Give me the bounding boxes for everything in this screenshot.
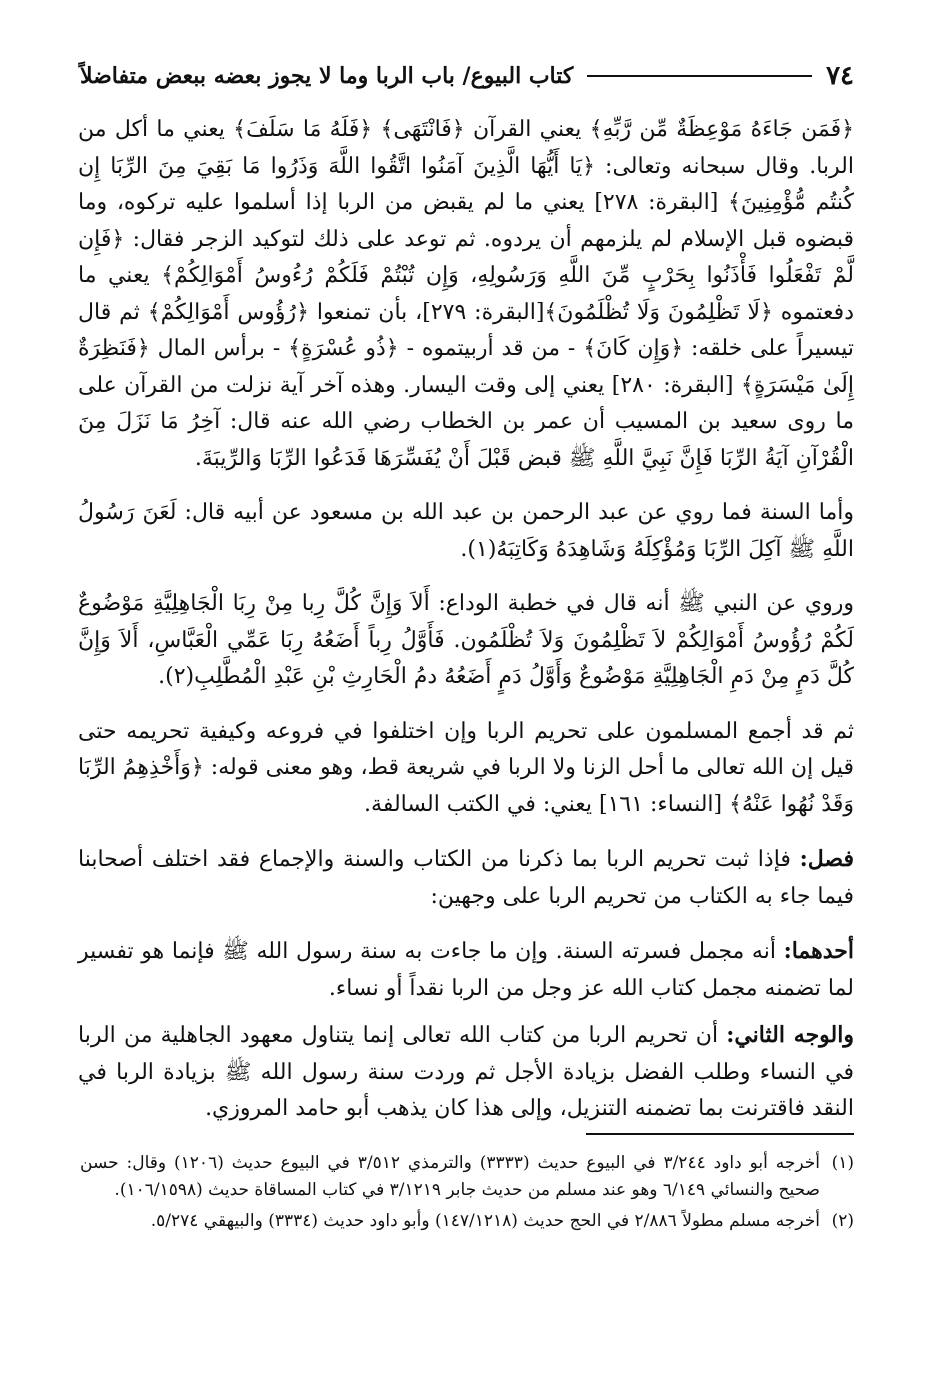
paragraph-sunnah [78,495,854,568]
paragraph-text: أنه مجمل فسرته السنة. وإن ما جاءت به سنة رسول الله ﷺ فإنما هو تفسير لما تضمنه مجمل كتاب الله عز وجل من الربا نقداً أو نساء. [78,939,854,1001]
paragraph-section [78,841,854,915]
footnote-1 [80,1150,854,1204]
footnote-number: (١) [831,1153,854,1173]
running-title: كتاب البيوع/ باب الربا وما لا يجوز بعضه ببعض متفاضلاً [80,63,574,89]
footnote-2 [80,1208,854,1235]
paragraph-text: وروي عن النبي ﷺ أنه قال في خطبة الوداع: أَلاَ وَإِنَّ كُلَّ رِبا مِنْ رِبَا الْجَاهِلِيَّةِ مَوْضُوعٌ لَكُمْ رُؤُوسُ أَمْوَالِكُمْ لاَ تَظْلِمُونَ وَلاَ تُظْلَمُون. فَأَوَّلُ رِباً أَضَعُهُ رِبَا عَمِّي الْعَبَّاسِ، أَلاَ وَإِنَّ كُلَّ دَمٍ مِنْ دَمِ الْجَاهِلِيَّةِ مَوْضُوعٌ وَأَوَّلُ دَمٍ أَضَعُهُ دمُ الْحَارِثِ بْنِ عَبْدِ الْمُطَّلِبِ(٢). [78,591,854,689]
running-header [80,58,854,94]
paragraph-text: فإذا ثبت تحريم الربا بما ذكرنا من الكتاب والسنة والإجماع فقد اختلف أصحابنا فيما جاء به الكتاب من تحريم الربا على وجهين: [78,847,854,909]
footnote-text: أخرجه مسلم مطولاً ٢/٨٨٦ في الحج حديث (١٤٧/١٢١٨) وأبو داود حديث (٣٣٣٤) والبيهقي ٥/٢٧٤. [150,1211,820,1231]
paragraph-second-view [78,1017,854,1128]
paragraph-lead: فصل: [799,846,854,872]
header-rule [587,75,812,77]
footnote-rule [586,1133,854,1135]
paragraph-text: ﴿فَمَن جَاءَهُ مَوْعِظَةٌ مِّن رَّبِّهِ﴾ يعني القرآن ﴿فَانْتَهَى﴾ ﴿فَلَهُ مَا سَلَفَ﴾ يعني ما أكل من الربا. وقال سبحانه وتعالى: ﴿يَا أَيُّهَا الَّذِينَ آمَنُوا اتَّقُوا اللَّهَ وَذَرُوا مَا بَقِيَ مِنَ الرِّبَا إِن كُنتُم مُّؤْمِنِينَ﴾ [البقرة: ٢٧٨] يعني ما لم يقبض من الربا إذا أسلموا عليه تركوه، وما قبضوه قبل الإسلام لم يلزمهم أن يردوه. ثم توعد على ذلك لتوكيد الزجر فقال: ﴿فَإِن لَّمْ تَفْعَلُوا فَأْذَنُوا بِحَرْبٍ مِّنَ اللَّهِ وَرَسُولِهِ، وَإِن تُبْتُمْ فَلَكُمْ رُءُوسُ أَمْوَالِكُمْ﴾ يعني ما دفعتموه ﴿لَا تَظْلِمُونَ وَلَا تُظْلَمُونَ﴾[البقرة: ٢٧٩]، بأن تمنعوا ﴿رُؤُوس أَمْوَالِكُمْ﴾ ثم قال تيسيراً على خلقه: ﴿وَإِن كَانَ﴾ - من قد أربيتموه - ﴿ذُو عُسْرَةٍ﴾ - برأس المال ﴿فَنَظِرَةٌ إِلَىٰ مَيْسَرَةٍ﴾ [البقرة: ٢٨٠] يعني إلى وقت اليسار. وهذه آخر آية نزلت من القرآن على ما روى سعيد بن المسيب أن عمر بن الخطاب رضي الله عنه قال: آخِرُ مَا نَزَلَ مِنَ الْقُرْآنِ آيَةُ الرِّبَا فَإِنَّ نَبِيَّ اللَّهِ ﷺ قبض قَبْلَ أَنْ يُفَسِّرَهَا فَدَعُوا الرِّبَا وَالرِّيبَةَ. [78,117,854,471]
paragraph-lead: والوجه الثاني: [726,1022,854,1048]
footnote-text: أخرجه أبو داود ٣/٢٤٤ في البيوع حديث (٣٣٣٣) والترمذي ٣/٥١٢ في البيوع حديث (١٢٠٦) وقال: حسن صحيح والنسائي ٦/١٤٩ وهو عند مسلم من حديث جابر ٣/١٢١٩ في كتاب المساقاة حديث (١٠٦/١٥٩٨). [80,1153,820,1200]
paragraph-text: ثم قد أجمع المسلمون على تحريم الربا وإن اختلفوا في فروعه وكيفية تحريمه حتى قيل إن الله تعالى ما أحل الزنا ولا الربا في شريعة قط، وهو معنى قوله: ﴿وَأَخْذِهِمُ الرِّبَا وَقَدْ نُهُوا عَنْهُ﴾ [النساء: ١٦١] يعني: في الكتب السالفة. [78,718,854,817]
paragraph-text: وأما السنة فما روي عن عبد الرحمن بن عبد الله بن مسعود عن أبيه قال: لَعَنَ رَسُولُ اللَّهِ ﷺ آكِلَ الرِّبَا وَمُؤْكِلَهُ وَشَاهِدَهُ وَكَاتِبَهُ(١). [78,500,854,562]
page-number: ٧٤ [826,61,854,91]
footnote-number: (٢) [831,1211,854,1231]
main-text [78,112,854,1138]
paragraph-lead: أحدهما: [783,938,854,964]
paragraph-consensus [78,714,854,824]
paragraph-farewell-sermon [78,586,854,696]
paragraph-text: أن تحريم الربا من كتاب الله تعالى إنما يتناول معهود الجاهلية من الربا في النساء وطلب الفضل بزيادة الأجل ثم وردت سنة رسول الله ﷺ بزيادة الربا في النقد فاقترنت بما تضمنه التنزيل، وإلى هذا كان يذهب أبو حامد المروزي. [78,1023,854,1121]
footnotes [80,1150,854,1239]
paragraph-first-view [78,933,854,1007]
paragraph-quran-verses [78,112,854,477]
